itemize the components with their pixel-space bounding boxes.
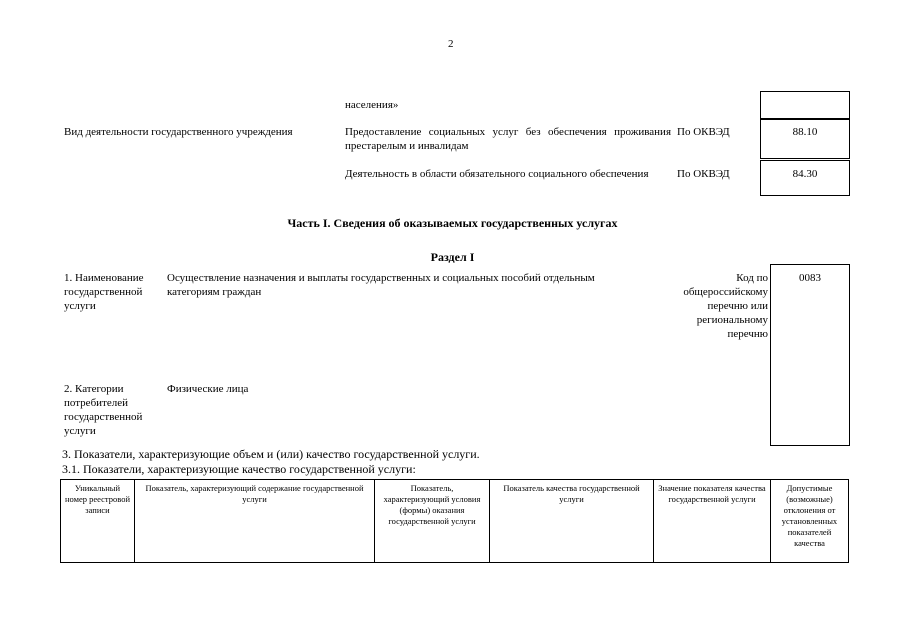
consumers-value: Физические лица xyxy=(167,383,249,395)
service-code-box xyxy=(770,264,850,446)
page-number: 2 xyxy=(448,38,454,50)
okved-code-2: 84.30 xyxy=(792,168,818,180)
okved-label-1: По ОКВЭД xyxy=(677,126,730,138)
empty-code-box xyxy=(760,91,850,119)
okved-label-2: По ОКВЭД xyxy=(677,168,730,180)
part-title: Часть I. Сведения об оказываемых государственных услугах xyxy=(287,216,618,230)
population-fragment: населения» xyxy=(345,99,399,111)
quality-indicators-table xyxy=(60,479,849,563)
okved-code-1: 88.10 xyxy=(792,126,818,138)
table-header-cell: Значение показателя качества государственной услуги xyxy=(654,480,771,563)
consumers-label: 2. Категории потребителей государственной услуги xyxy=(64,383,143,437)
service-name: Осуществление назначения и выплаты государственных и социальных пособий отдельным категориям граждан xyxy=(167,272,595,298)
activity-name-1: Предоставление социальных услуг без обеспечения проживания престарелым и инвалидам xyxy=(345,126,671,152)
code-label: Код по общероссийскому перечню или региональному перечню xyxy=(683,272,768,340)
table-header-row xyxy=(61,480,849,563)
service-code: 0083 xyxy=(799,272,821,284)
service-label: 1. Наименование государственной услуги xyxy=(64,272,144,312)
section-title: Раздел I xyxy=(430,250,475,264)
activity-name-2: Деятельность в области обязательного социального обеспечения xyxy=(345,168,649,180)
quality-heading: 3.1. Показатели, характеризующие качество государственной услуги: xyxy=(62,462,416,476)
table-header-cell: Допустимые (возможные) отклонения от установленных показателей качества xyxy=(771,480,849,563)
table-header-cell: Показатель, характеризующий условия (формы) оказания государственной услуги xyxy=(375,480,490,563)
activity-label: Вид деятельности государственного учреждения xyxy=(64,126,293,138)
table-header-cell: Показатель качества государственной услуги xyxy=(490,480,654,563)
table-header-cell: Уникальный номер реестровой записи xyxy=(61,480,135,563)
indicators-heading: 3. Показатели, характеризующие объем и (или) качество государственной услуги. xyxy=(62,447,480,461)
table-header-cell: Показатель, характеризующий содержание государственной услуги xyxy=(135,480,375,563)
